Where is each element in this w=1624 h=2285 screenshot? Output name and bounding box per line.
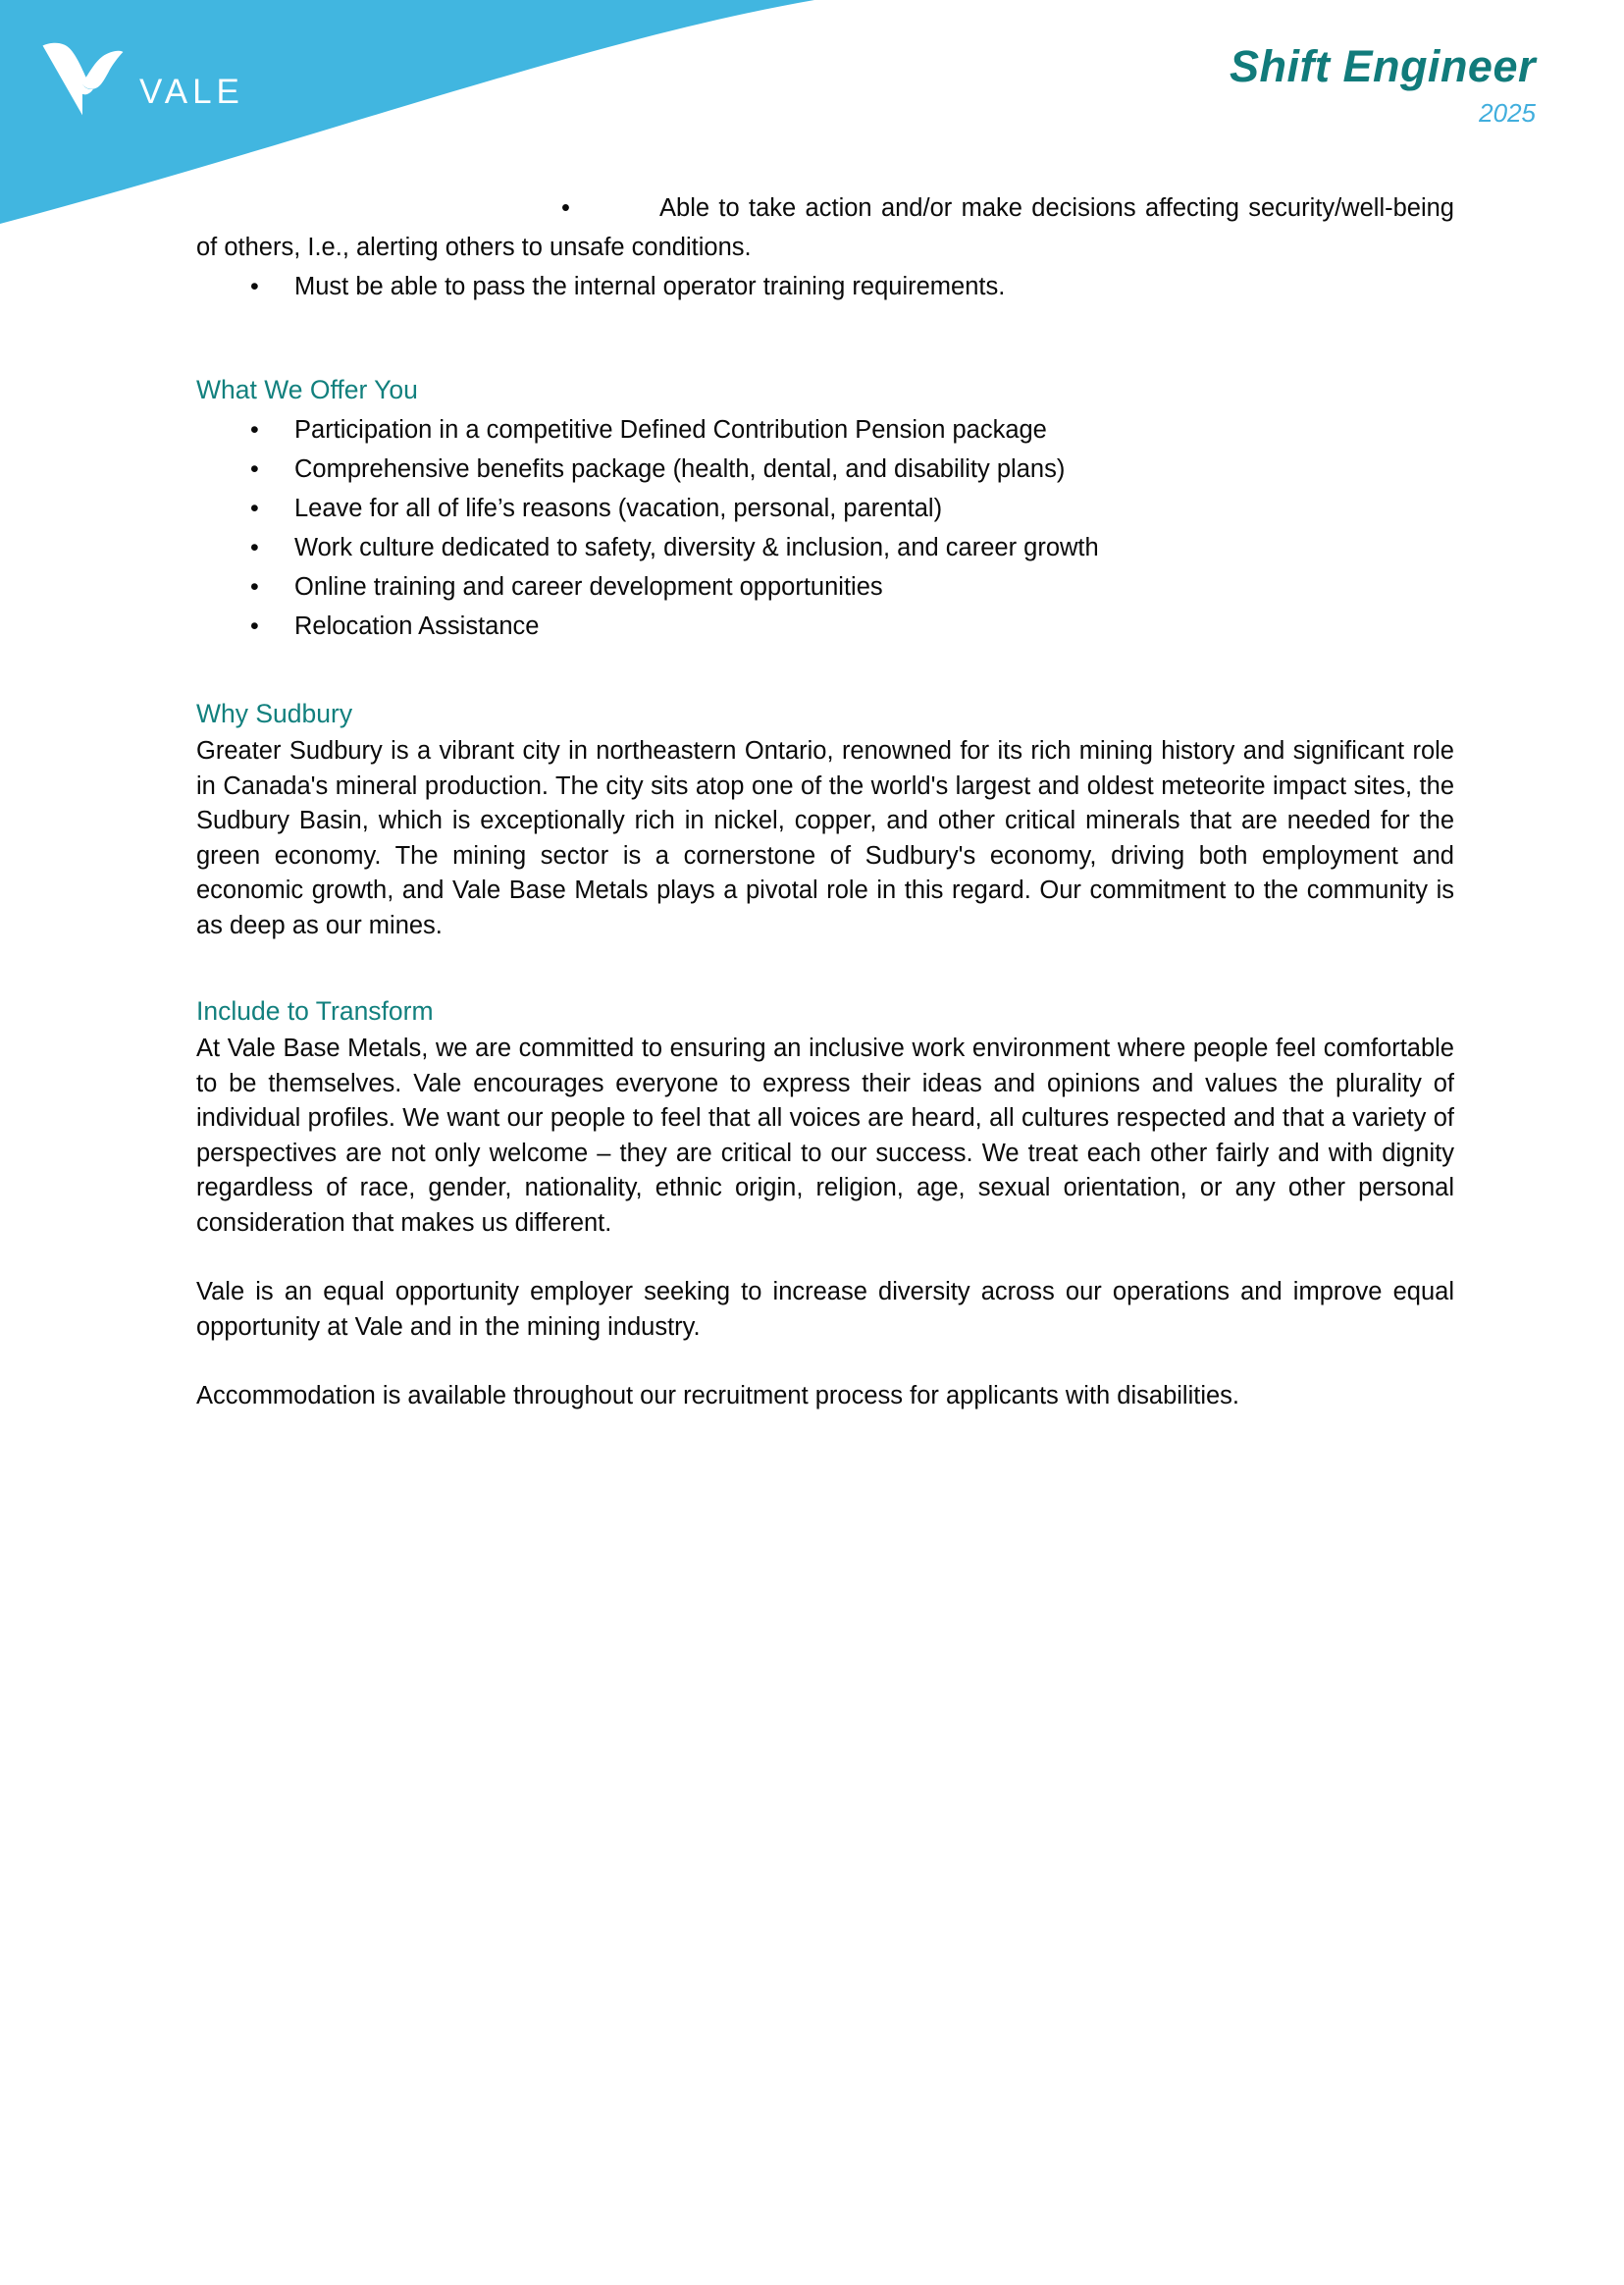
list-item-text: Relocation Assistance [294, 612, 540, 640]
list-item [196, 267, 1454, 306]
list-item [196, 450, 1454, 489]
paragraph: Accommodation is available throughout our recruitment process for applicants with disabilities. [196, 1382, 1240, 1409]
section-heading: Include to Transform [196, 996, 434, 1026]
list-item [196, 188, 1454, 267]
paragraph-gap [196, 1345, 1454, 1379]
section-heading: What We Offer You [196, 375, 418, 404]
header-title-block [1230, 41, 1536, 128]
paragraph: At Vale Base Metals, we are committed to ensuring an inclusive work environment where people feel comfortable to be themselves. Vale encourages everyone to express their ideas and opinions and values the plurality of individual profiles. We want our people to feel that all voices are heard, all cultures respected and that a variety of perspectives are not only welcome – they are critical to our success. We treat each other fairly and with dignity regardless of race, gender, nationality, ethnic origin, religion, age, sexual orientation, or any other personal consideration that makes us different. [196, 1035, 1454, 1237]
document-content [196, 188, 1454, 1414]
list-item-text: Work culture dedicated to safety, diversity & inclusion, and career growth [294, 534, 1099, 561]
list-item-text: Leave for all of life’s reasons (vacation, personal, parental) [294, 495, 943, 522]
section-why-sudbury [196, 697, 1454, 943]
paragraph: Greater Sudbury is a vibrant city in northeastern Ontario, renowned for its rich mining history and significant role in Canada's mineral production. The city sits atop one of the world's largest and oldest meteorite impact sites, the Sudbury Basin, which is exceptionally rich in nickel, copper, and other critical minerals that are needed for the green economy. The mining sector is a cornerstone of Sudbury's economy, driving both employment and economic growth, and Vale Base Metals plays a pivotal role in this regard. Our commitment to the community is as deep as our mines. [196, 737, 1454, 939]
document-year: 2025 [1479, 98, 1536, 128]
vale-v-logo-icon [37, 29, 128, 120]
section-gap [196, 306, 1454, 373]
section-gap [196, 646, 1454, 697]
section-include-to-transform [196, 994, 1454, 1414]
list-item [196, 489, 1454, 528]
section-heading: Why Sudbury [196, 699, 353, 728]
vale-logo [37, 29, 283, 120]
paragraph-gap [196, 1241, 1454, 1275]
list-item [196, 607, 1454, 646]
list-item-text: Comprehensive benefits package (health, dental, and disability plans) [294, 455, 1066, 483]
continued-bullet-list [196, 188, 1454, 306]
list-item-text: Participation in a competitive Defined Contribution Pension package [294, 416, 1047, 444]
bullet-marker: • [561, 194, 570, 222]
list-item-text: Online training and career development opportunities [294, 573, 883, 601]
vale-wordmark: VALE [139, 73, 244, 111]
section-what-we-offer-you [196, 373, 1454, 646]
list-item [196, 410, 1454, 450]
list-item [196, 528, 1454, 567]
list-item-text: Must be able to pass the internal operator training requirements. [294, 273, 1006, 300]
section-gap [196, 943, 1454, 994]
list-item [196, 567, 1454, 607]
paragraph: Vale is an equal opportunity employer seeking to increase diversity across our operations and improve equal opportunity at Vale and in the mining industry. [196, 1278, 1454, 1341]
list-item-text: Able to take action and/or make decisions affecting security/well-being of others, I.e., alerting others to unsafe conditions. [196, 194, 1454, 261]
document-title: Shift Engineer [1229, 41, 1536, 91]
offer-bullet-list [196, 410, 1454, 646]
